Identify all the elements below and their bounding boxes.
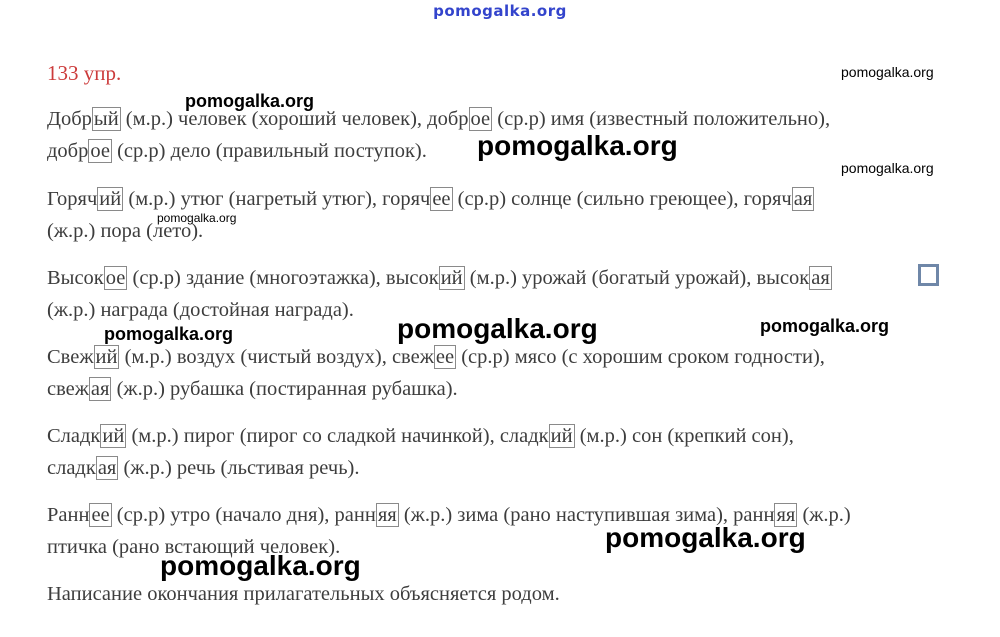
watermark: pomogalka.org bbox=[157, 211, 237, 225]
text-segment: (м.р.) урожай (богатый урожай), высок bbox=[464, 267, 810, 289]
text-segment: сладк bbox=[47, 457, 96, 479]
paragraph bbox=[47, 341, 967, 405]
watermark: pomogalka.org bbox=[605, 522, 806, 553]
watermark: pomogalka.org bbox=[397, 313, 598, 344]
watermark: pomogalka.org bbox=[185, 91, 315, 111]
text-line bbox=[47, 341, 967, 373]
ending-box: ее bbox=[91, 504, 110, 526]
ending-box: ая bbox=[90, 378, 110, 400]
ending-box: ий bbox=[102, 425, 125, 447]
text-segment: Высок bbox=[47, 267, 104, 289]
watermark: pomogalka.org bbox=[160, 550, 361, 581]
text-segment: Добр bbox=[47, 108, 92, 130]
text-segment: (ж.р.) награда (достойная награда). bbox=[47, 299, 354, 321]
text-line bbox=[47, 262, 967, 294]
ending-box: ий bbox=[550, 425, 573, 447]
text-segment: птичка (рано встающий человек). bbox=[47, 536, 341, 558]
ending-box: ая bbox=[811, 267, 830, 289]
ending-box: ий bbox=[95, 346, 118, 368]
watermark: pomogalka.org bbox=[841, 160, 934, 176]
text-segment: (м.р.) сон (крепкий сон), bbox=[574, 425, 794, 447]
text-line bbox=[47, 499, 967, 531]
text-line bbox=[47, 578, 967, 610]
text-segment: (ср.р) имя (известный положительно), bbox=[492, 108, 831, 130]
text-segment: (ж.р.) пора (лето). bbox=[47, 220, 204, 242]
ending-box: ая bbox=[97, 457, 117, 479]
text-segment: (ср.р) утро (начало дня), ранн bbox=[111, 504, 376, 526]
paragraph bbox=[47, 578, 967, 610]
text-segment: (ж.р.) рубашка (постиранная рубашка). bbox=[111, 378, 458, 400]
watermark: pomogalka.org bbox=[760, 316, 890, 336]
text-segment: (м.р.) утюг (нагретый утюг), горяч bbox=[123, 188, 431, 210]
ending-box: ее bbox=[435, 346, 455, 368]
text-segment: добр bbox=[47, 140, 89, 162]
text-segment: (ср.р) мясо (с хорошим сроком годности), bbox=[456, 346, 825, 368]
site-header-link[interactable]: pomogalka.org bbox=[433, 2, 567, 20]
text-segment: (ср.р) дело (правильный поступок). bbox=[111, 140, 427, 162]
text-segment: (м.р.) пирог (пирог со сладкой начинкой), сладк bbox=[126, 425, 549, 447]
text-segment: Сладк bbox=[47, 425, 101, 447]
text-segment: (ср.р) здание (многоэтажка), высок bbox=[127, 267, 439, 289]
ending-box: ое bbox=[90, 140, 110, 162]
text-segment: (ж.р.) речь (льстивая речь). bbox=[118, 457, 360, 479]
text-segment: (ж.р.) зима (рано наступившая зима), ранн bbox=[398, 504, 775, 526]
ending-box: ая bbox=[793, 188, 813, 210]
text-segment: Горяч bbox=[47, 188, 98, 210]
text-segment: Ранн bbox=[47, 504, 90, 526]
text-line bbox=[47, 373, 967, 405]
ending-box: ое bbox=[470, 108, 491, 130]
exercise-title: 133 упр. bbox=[47, 61, 122, 85]
ending-box: яя bbox=[377, 504, 397, 526]
ending-box: ий bbox=[99, 188, 122, 210]
ending-box: ый bbox=[93, 108, 119, 130]
text-segment: (ср.р) солнце (сильно греющее), горяч bbox=[452, 188, 792, 210]
ending-box: ий bbox=[440, 267, 463, 289]
text-segment: (ж.р.) bbox=[797, 504, 851, 526]
text-segment: (м.р.) человек (хороший человек), добр bbox=[120, 108, 469, 130]
text-segment: Свеж bbox=[47, 346, 94, 368]
text-segment: свеж bbox=[47, 378, 89, 400]
text-line bbox=[47, 420, 967, 452]
ending-box: яя bbox=[776, 504, 796, 526]
empty-answer-box bbox=[918, 264, 939, 286]
watermark: pomogalka.org bbox=[841, 64, 934, 80]
text-segment: (м.р.) воздух (чистый воздух), свеж bbox=[119, 346, 434, 368]
ending-box: ое bbox=[105, 267, 126, 289]
text-line bbox=[47, 452, 967, 484]
watermark: pomogalka.org bbox=[104, 324, 234, 344]
ending-box: ее bbox=[432, 188, 451, 210]
text-segment: Написание окончания прилагательных объясняется родом. bbox=[47, 583, 560, 605]
paragraph bbox=[47, 420, 967, 484]
watermark: pomogalka.org bbox=[477, 130, 678, 161]
